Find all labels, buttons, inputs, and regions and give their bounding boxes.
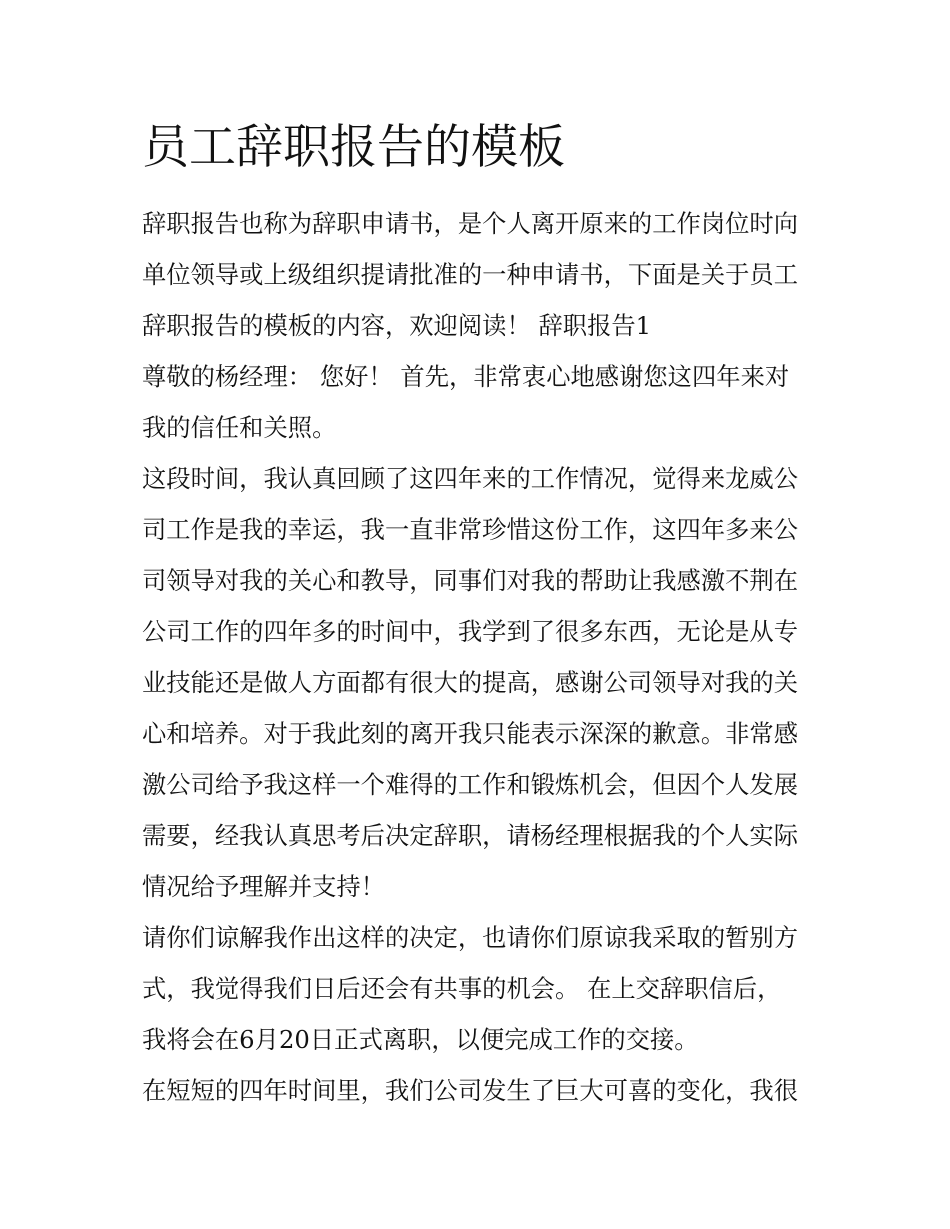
text-line: 在短短的四年时间里，我们公司发生了巨大可喜的变化，我很 — [142, 1076, 799, 1105]
text-line: 公司工作的四年多的时间中，我学到了很多东西，无论是从专 — [142, 617, 799, 646]
text-line: 情况给予理解并支持！ — [142, 872, 385, 901]
text-line: 请你们谅解我作出这样的决定，也请你们原谅我采取的暂别方 — [142, 923, 799, 952]
text-line: 辞职报告也称为辞职申请书，是个人离开原来的工作岗位时向 — [142, 209, 799, 238]
text-line: 业技能还是做人方面都有很大的提高，感谢公司领导对我的关 — [142, 668, 799, 697]
text-line: 心和培养。对于我此刻的离开我只能表示深深的歉意。非常感 — [142, 719, 799, 748]
text-line: 式，我觉得我们日后还会有共事的机会。 在上交辞职信后， — [142, 974, 782, 1003]
text-line: 司工作是我的幸运，我一直非常珍惜这份工作，这四年多来公 — [142, 515, 799, 544]
text-line: 我将会在6月20日正式离职，以便完成工作的交接。 — [142, 1025, 699, 1054]
text-line: 尊敬的杨经理： 您好！ 首先，非常衷心地感谢您这四年来对 — [142, 362, 790, 391]
text-line: 司领导对我的关心和教导，同事们对我的帮助让我感激不荆在 — [142, 566, 799, 595]
text-line: 我的信任和关照。 — [142, 413, 337, 442]
text-line: 这段时间，我认真回顾了这四年来的工作情况，觉得来龙威公 — [142, 464, 799, 493]
text-line: 需要，经我认真思考后决定辞职，请杨经理根据我的个人实际 — [142, 821, 799, 850]
text-line: 辞职报告的模板的内容，欢迎阅读！ 辞职报告1 — [142, 311, 652, 340]
text-line: 激公司给予我这样一个难得的工作和锻炼机会，但因个人发展 — [142, 770, 799, 799]
document-title: 员工辞职报告的模板 — [142, 120, 565, 175]
text-line: 单位领导或上级组织提请批准的一种申请书，下面是关于员工 — [142, 260, 799, 289]
document-body — [142, 198, 822, 1116]
